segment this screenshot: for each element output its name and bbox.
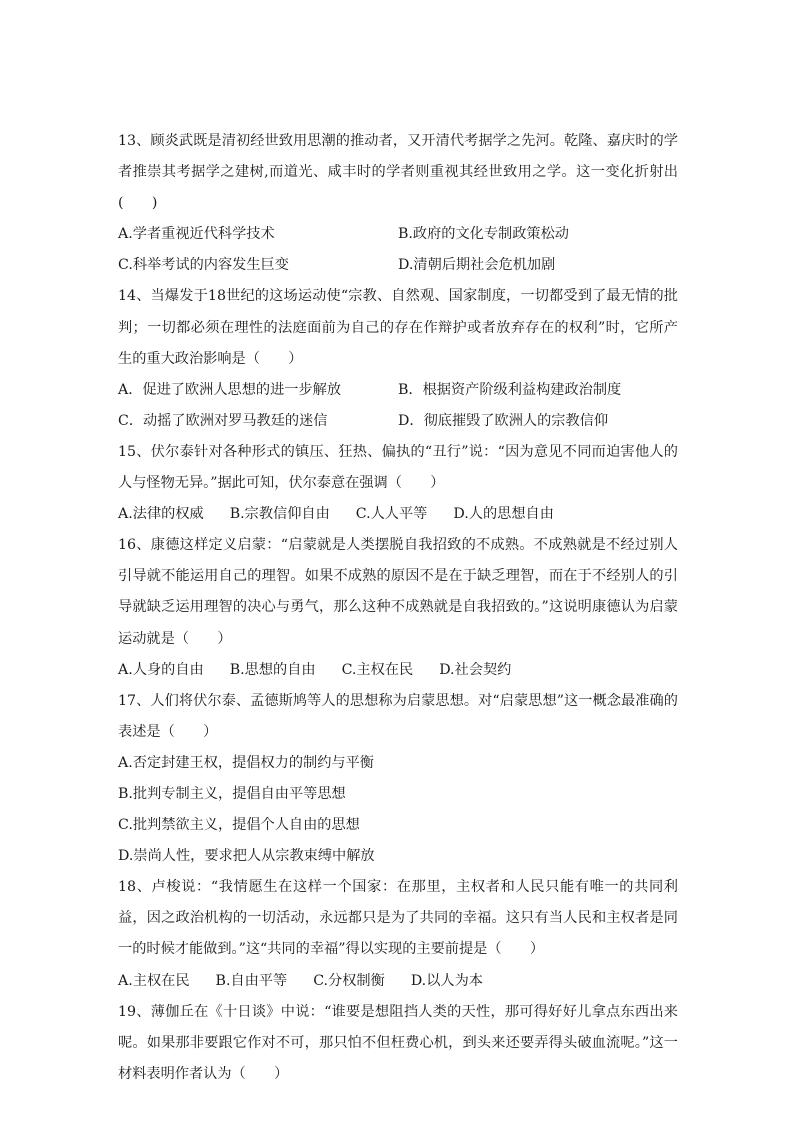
question-16 [118, 530, 678, 685]
exam-page [118, 126, 678, 1090]
options-list [118, 748, 678, 872]
question-stem: 19、薄伽丘在《十日谈》中说：“谁要是想阻挡人类的天性，那可得好好儿拿点东西出来呢。如果那非要跟它作对不可，那只怕不但枉费心机，到头来还要弄得头破血流呢。”这一材料表明作者认为（ ） [118, 1003, 678, 1082]
options-row [118, 966, 678, 997]
option-b: B．根据资产阶级利益构建政治制度 [398, 381, 622, 398]
options-row [118, 655, 678, 686]
option-a: A．促进了欧洲人思想的进一步解放 [118, 381, 342, 398]
options-row [118, 375, 678, 406]
option-c: C.人人平等 [355, 506, 428, 523]
question-18 [118, 872, 678, 996]
question-15 [118, 437, 678, 530]
question-stem: 14、当爆发于18世纪的这场运动使“宗教、自然观、国家制度，一切都受到了最无情的批判；一切都必须在理性的法庭面前为自己的存在作辩护或者放弃存在的权利”时，它所产生的重大政治影响是（ ） [118, 288, 678, 367]
question-13 [118, 126, 678, 281]
option-a: A.人身的自由 [118, 661, 204, 678]
option-a: A.主权在民 [118, 972, 190, 989]
option-b: B.批判专制主义，提倡自由平等思想 [118, 785, 346, 802]
option-a: A.学者重视近代科学技术 [118, 226, 275, 243]
options-row [118, 406, 678, 437]
options-row [118, 219, 678, 250]
question-stem: 15、伏尔泰针对各种形式的镇压、狂热、偏执的“丑行”说：“因为意见不同而迫害他人的人与怪物无异。”据此可知，伏尔泰意在强调（ ） [118, 443, 678, 492]
option-b: B.思想的自由 [229, 661, 316, 678]
option-a: A.否定封建王权，提倡权力的制约与平衡 [118, 754, 374, 771]
option-c: C.批判禁欲主义，提倡个人自由的思想 [118, 817, 360, 834]
option-c: C．动摇了欧洲对罗马教廷的迷信 [118, 412, 328, 429]
question-stem: 13、顾炎武既是清初经世致用思潮的推动者，又开清代考据学之先河。乾隆、嘉庆时的学者推崇其考据学之建树,而道光、咸丰时的学者则重视其经世致用之学。这一变化折射出( ) [118, 133, 678, 212]
option-d: D.清朝后期社会危机加剧 [398, 257, 556, 274]
options-row [118, 250, 678, 281]
option-d: D.以人为本 [410, 972, 483, 989]
question-stem: 18、卢梭说：“我情愿生在这样一个国家：在那里，主权者和人民只能有唯一的共同利益，因之政治机构的一切活动，永远都只是为了共同的幸福。这只有当人民和主权者是同一的时候才能做到。”这“共同的幸福”得以实现的主要前提是（ ） [118, 879, 678, 958]
question-19 [118, 997, 678, 1090]
question-stem: 16、康德这样定义启蒙：“启蒙就是人类摆脱自我招致的不成熟。不成熟就是不经过别人引导就不能运用自己的理智。如果不成熟的原因不是在于缺乏理智，而在于不经别人的引导就缺乏运用理智的决心与勇气，那么这种不成熟就是自我招致的。”这说明康德认为启蒙运动就是（ ） [118, 537, 678, 647]
options-row [118, 499, 678, 530]
option-d: D．彻底摧毁了欧洲人的宗教信仰 [398, 412, 609, 429]
option-c: C.主权在民 [341, 661, 414, 678]
option-a: A.法律的权威 [118, 506, 204, 523]
option-c: C.科举考试的内容发生巨变 [118, 257, 289, 274]
option-c: C.分权制衡 [313, 972, 385, 989]
option-b: B.宗教信仰自由 [229, 506, 330, 523]
question-14 [118, 281, 678, 436]
question-17 [118, 686, 678, 873]
option-b: B.自由平等 [215, 972, 288, 989]
option-b: B.政府的文化专制政策松动 [398, 226, 569, 243]
option-d: D.社会契约 [439, 661, 512, 678]
option-d: D.崇尚人性，要求把人从宗教束缚中解放 [118, 848, 375, 865]
option-d: D.人的思想自由 [453, 506, 554, 523]
question-stem: 17、人们将伏尔泰、孟德斯鸠等人的思想称为启蒙思想。对“启蒙思想”这一概念最准确的表述是（ ） [118, 692, 678, 740]
